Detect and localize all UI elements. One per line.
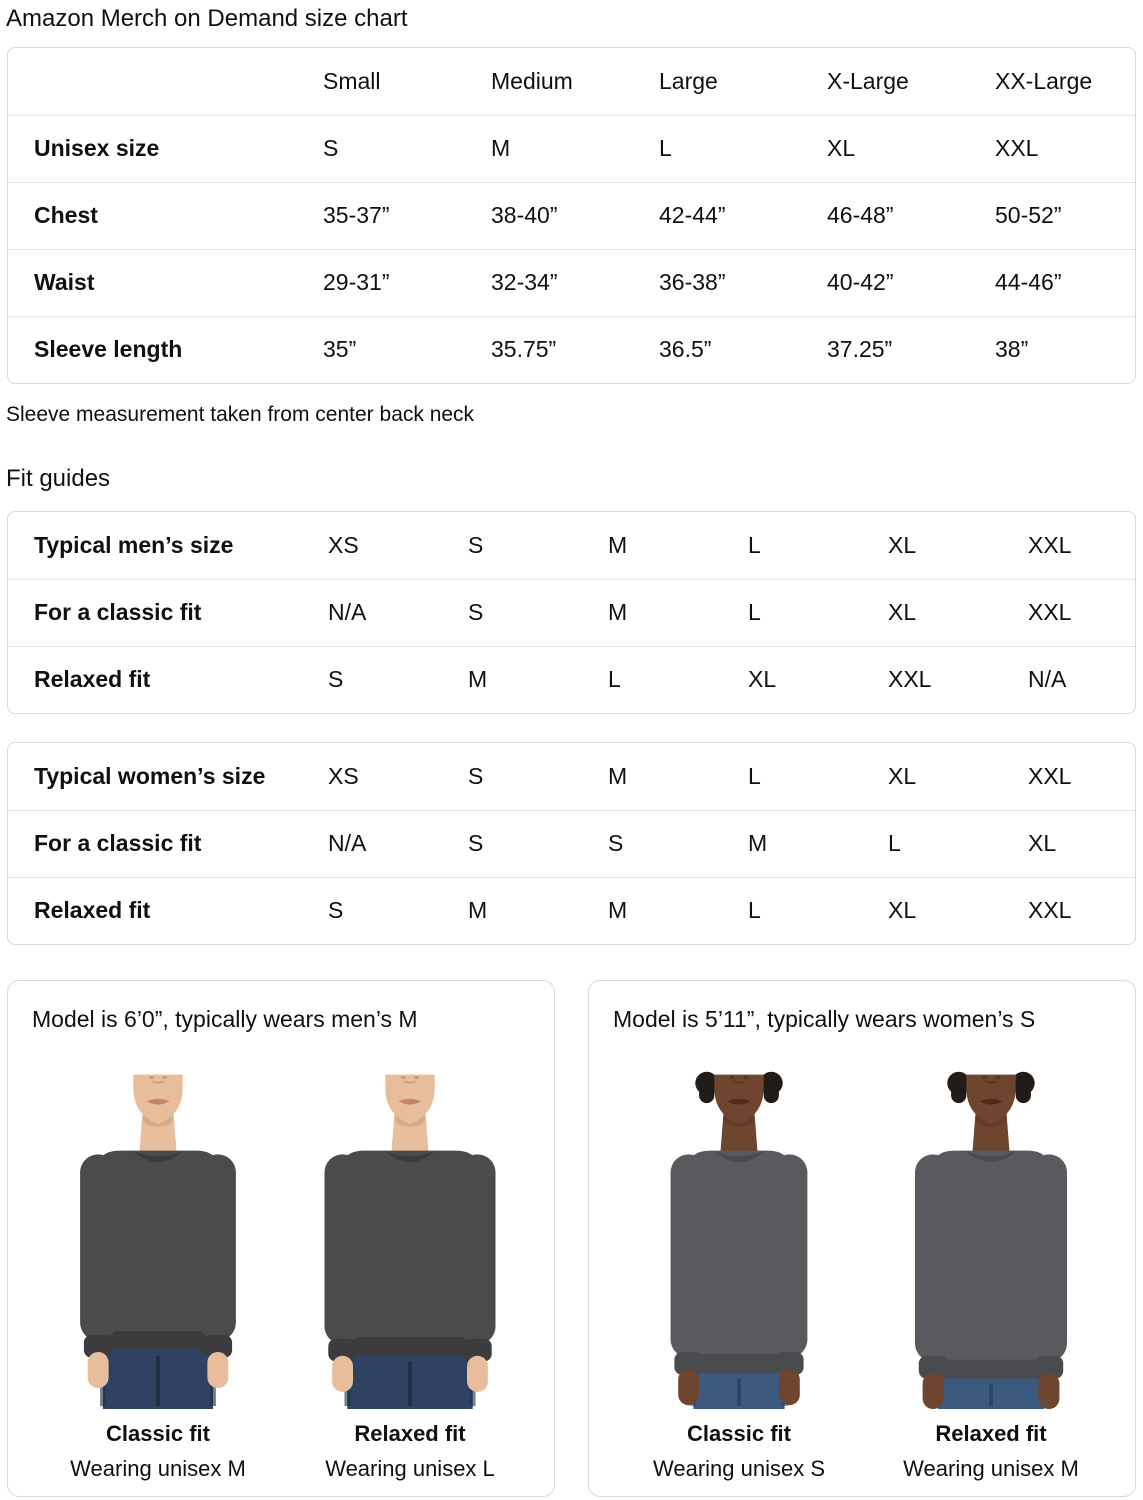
model-photo: [877, 1057, 1105, 1409]
cell: S: [468, 762, 484, 789]
table-row: [8, 249, 1136, 316]
table-row: [8, 646, 1136, 713]
cell: 35.75”: [491, 316, 659, 383]
wearing-label: Wearing unisex L: [325, 1456, 495, 1481]
cell: N/A: [328, 810, 468, 877]
cell: L: [748, 762, 761, 789]
cell: 36.5”: [659, 316, 827, 383]
cell: S: [323, 115, 491, 182]
column-header: X-Large: [827, 67, 909, 94]
cell: 37.25”: [827, 316, 995, 383]
table-row: [8, 182, 1136, 249]
cell: 50-52”: [995, 182, 1136, 249]
cell: M: [608, 531, 628, 558]
fit-guides-heading: Fit guides: [6, 465, 111, 492]
column-header: Small: [323, 67, 381, 94]
cell: 32-34”: [491, 249, 659, 316]
cell: M: [748, 810, 888, 877]
womens-model-card: [588, 980, 1136, 1497]
cell: S: [468, 810, 608, 877]
model-photo: [625, 1057, 853, 1409]
table-row: [8, 743, 1136, 810]
table-header-row: [8, 48, 1136, 115]
cell: XXL: [1028, 877, 1136, 944]
cell: S: [468, 531, 484, 558]
column-header: Large: [659, 67, 718, 94]
womens-classic-fit-figure: [613, 1057, 865, 1482]
table-row: [8, 115, 1136, 182]
cell: L: [748, 579, 888, 646]
cell: XS: [328, 531, 359, 558]
womens-relaxed-fit-figure: [865, 1057, 1117, 1482]
model-cards-row: [7, 980, 1136, 1497]
fit-label: Classic fit: [687, 1421, 791, 1446]
cell: M: [491, 115, 659, 182]
cell: XL: [827, 115, 995, 182]
cell: S: [328, 877, 468, 944]
cell: S: [608, 810, 748, 877]
cell: M: [608, 877, 748, 944]
cell: 44-46”: [995, 249, 1136, 316]
mens-classic-fit-figure: [32, 1057, 284, 1482]
cell: 40-42”: [827, 249, 995, 316]
cell: 35”: [323, 316, 491, 383]
cell: S: [328, 646, 468, 713]
cell: XL: [888, 877, 1028, 944]
cell: L: [748, 531, 761, 558]
size-measurement-table: [7, 47, 1136, 384]
cell: N/A: [1028, 646, 1136, 713]
table-row: [8, 316, 1136, 383]
wearing-label: Wearing unisex M: [903, 1456, 1079, 1481]
cell: XL: [748, 646, 888, 713]
fit-label: Classic fit: [106, 1421, 210, 1446]
page-title: Amazon Merch on Demand size chart: [6, 5, 408, 32]
row-label: For a classic fit: [8, 579, 328, 646]
cell: L: [748, 877, 888, 944]
cell: XL: [1028, 810, 1136, 877]
cell: M: [468, 877, 608, 944]
table-row: [8, 877, 1136, 944]
womens-fit-guide-table: [7, 742, 1136, 945]
row-label: Waist: [8, 249, 323, 316]
cell: 38-40”: [491, 182, 659, 249]
cell: L: [888, 810, 1028, 877]
cell: S: [468, 579, 608, 646]
row-label: Sleeve length: [8, 316, 323, 383]
cell: L: [659, 115, 827, 182]
row-label: Typical men’s size: [34, 531, 234, 558]
column-header: XX-Large: [995, 67, 1093, 94]
cell: XL: [888, 531, 917, 558]
sleeve-measurement-note: Sleeve measurement taken from center back neck: [6, 403, 475, 426]
cell: XL: [888, 579, 1028, 646]
cell: N/A: [328, 579, 468, 646]
cell: 36-38”: [659, 249, 827, 316]
row-label: Relaxed fit: [8, 877, 328, 944]
cell: XS: [328, 762, 359, 789]
cell: M: [468, 646, 608, 713]
cell: XXL: [1028, 762, 1072, 789]
table-row: [8, 810, 1136, 877]
cell: M: [608, 762, 628, 789]
mens-model-card: [7, 980, 555, 1497]
model-card-title: Model is 6’0”, typically wears men’s M: [32, 1006, 418, 1032]
row-label: Relaxed fit: [8, 646, 328, 713]
mens-relaxed-fit-figure: [284, 1057, 536, 1482]
cell: M: [608, 579, 748, 646]
cell: 35-37”: [323, 182, 491, 249]
row-label: Chest: [8, 182, 323, 249]
model-photo: [296, 1057, 524, 1409]
row-label: For a classic fit: [8, 810, 328, 877]
column-header: Medium: [491, 67, 573, 94]
table-row: [8, 579, 1136, 646]
cell: XXL: [1028, 531, 1072, 558]
model-card-title: Model is 5’11”, typically wears women’s S: [613, 1006, 1036, 1032]
cell: 46-48”: [827, 182, 995, 249]
cell: 38”: [995, 316, 1136, 383]
table-row: [8, 512, 1136, 579]
cell: XL: [888, 762, 917, 789]
fit-label: Relaxed fit: [935, 1421, 1047, 1446]
cell: XXL: [1028, 579, 1136, 646]
row-label: Typical women’s size: [34, 762, 266, 789]
header-empty-cell: [8, 48, 323, 115]
fit-label: Relaxed fit: [354, 1421, 466, 1446]
cell: XXL: [995, 115, 1136, 182]
mens-fit-guide-table: [7, 511, 1136, 714]
model-photo: [44, 1057, 272, 1409]
cell: 42-44”: [659, 182, 827, 249]
wearing-label: Wearing unisex M: [70, 1456, 246, 1481]
wearing-label: Wearing unisex S: [652, 1456, 825, 1481]
cell: L: [608, 646, 748, 713]
cell: 29-31”: [323, 249, 491, 316]
row-label: Unisex size: [8, 115, 323, 182]
cell: XXL: [888, 646, 1028, 713]
